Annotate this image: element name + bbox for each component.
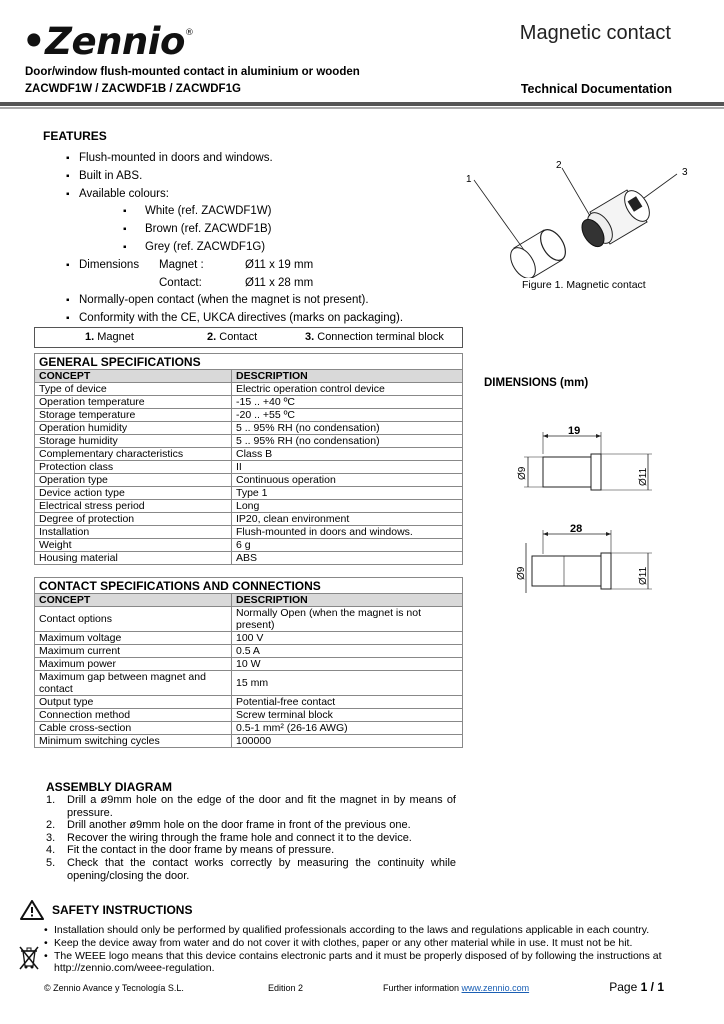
description-cell: Normally Open (when the magnet is not present) [232,607,463,632]
concept-cell: Housing material [35,552,232,565]
feature-item: ▪ Available colours: [66,186,403,204]
contact-dim-value: Ø11 x 28 mm [245,276,314,289]
concept-cell: Maximum power [35,658,232,671]
description-cell: Type 1 [232,487,463,500]
legend-magnet: 1. Magnet [85,331,134,343]
assembly-step: 4. Fit the contact in the door frame by means of pressure. [46,844,335,857]
description-cell: Long [232,500,463,513]
safety-item: • Keep the device away from water and do not cover it with clothes, paper or any other material while in use. It must not be hit. [44,937,704,950]
contact-specifications-table [34,577,463,748]
document-title: Magnetic contact [519,22,671,44]
table-row [35,696,463,709]
concept-cell: Output type [35,696,232,709]
table-row [35,671,463,696]
description-cell: 5 .. 95% RH (no condensation) [232,422,463,435]
magnet-length-label: 19 [568,425,581,437]
table-row [35,474,463,487]
assembly-step: 1. Drill a ø9mm hole on the edge of the door and fit the magnet in by means of pressure. [46,794,456,819]
magnet-drawing [506,225,571,278]
magnet-outer-dia: Ø11 [638,467,649,486]
concept-cell: Storage temperature [35,409,232,422]
concept-cell: Degree of protection [35,513,232,526]
header-divider-light [0,107,724,109]
concept-cell: Operation temperature [35,396,232,409]
table-row [35,487,463,500]
description-cell: 100 V [232,632,463,645]
document-type: Technical Documentation [520,82,672,96]
table-row [35,500,463,513]
assembly-step: 5. Check that the contact works correctly by measuring the continuity while opening/closing the door. [46,856,456,882]
concept-cell: Protection class [35,461,232,474]
concept-cell: Device action type [35,487,232,500]
colour-item: ▪ White (ref. ZACWDF1W) [66,203,403,221]
table-row [35,722,463,735]
magnet-dimension-drawing [488,422,668,500]
magnetic-contact-illustration [462,160,702,278]
table-row [35,539,463,552]
footer-copyright: © Zennio Avance y Tecnología S.L. [44,983,184,993]
figure-legend [34,327,463,348]
column-header: CONCEPT [35,594,232,607]
colour-item: ▪ Grey (ref. ZACWDF1G) [66,239,403,257]
table-row [35,435,463,448]
legend-terminal-block: 3. Connection terminal block [305,331,444,343]
magnet-inner-dia: Ø9 [517,466,528,480]
product-models: ZACWDF1W / ZACWDF1B / ZACWDF1G [25,83,241,95]
table-row [35,645,463,658]
description-cell: 0.5-1 mm² (26-16 AWG) [232,722,463,735]
description-cell: Screw terminal block [232,709,463,722]
concept-cell: Type of device [35,383,232,396]
description-cell: 5 .. 95% RH (no condensation) [232,435,463,448]
description-cell: 100000 [232,735,463,748]
feature-item: ▪ Normally-open contact (when the magnet is not present). [66,292,403,310]
safety-item: • The WEEE logo means that this device contains electronic parts and it must be properly disposed of by following the instructions at http://zennio.com/weee-regulation. [44,950,704,976]
table-row [35,383,463,396]
table-row [35,461,463,474]
feature-item: ▪ Built in ABS. [66,168,403,186]
page-number: Page 1 / 1 [609,980,664,994]
table-row [35,448,463,461]
assembly-heading: ASSEMBLY DIAGRAM [46,780,173,794]
description-cell: Electric operation control device [232,383,463,396]
table-row [35,409,463,422]
header-divider [0,102,724,106]
table-row [35,422,463,435]
description-cell: 6 g [232,539,463,552]
safety-list [44,924,704,975]
logo-registered-mark: ® [184,28,194,38]
description-cell: Potential-free contact [232,696,463,709]
safety-heading: SAFETY INSTRUCTIONS [52,903,193,917]
concept-cell: Maximum current [35,645,232,658]
table-row [35,526,463,539]
concept-cell: Electrical stress period [35,500,232,513]
description-cell: IP20, clean environment [232,513,463,526]
contact-length-label: 28 [570,523,583,535]
callout-1: 1 [466,174,472,185]
concept-cell: Cable cross-section [35,722,232,735]
concept-cell: Minimum switching cycles [35,735,232,748]
concept-cell: Weight [35,539,232,552]
concept-cell: Connection method [35,709,232,722]
assembly-step: 3. Recover the wiring through the frame hole and connect it to the device. [46,831,412,844]
concept-cell: Installation [35,526,232,539]
concept-cell: Complementary characteristics [35,448,232,461]
footer-website-link[interactable]: www.zennio.com [461,983,530,993]
colour-item: ▪ Brown (ref. ZACWDF1B) [66,221,403,239]
description-cell: 0.5 A [232,645,463,658]
warning-icon [20,900,44,920]
concept-cell: Contact options [35,607,232,632]
legend-contact: 2. Contact [207,331,258,343]
logo-text: Zennio [45,20,185,63]
description-cell: Class B [232,448,463,461]
table-row [35,658,463,671]
footer-edition: Edition 2 [268,983,304,993]
concept-cell: Operation type [35,474,232,487]
general-specifications-table [34,353,463,565]
column-header: DESCRIPTION [232,594,463,607]
description-cell: -15 .. +40 ºC [232,396,463,409]
weee-bin-icon [18,945,40,971]
concept-cell: Storage humidity [35,435,232,448]
contact-inner-dia: Ø9 [516,566,527,580]
description-cell: II [232,461,463,474]
contact-dimension-drawing [488,518,668,598]
callout-3: 3 [682,167,688,178]
feature-dimensions-contact [66,275,403,293]
callout-2: 2 [556,160,562,171]
general-specs-title: GENERAL SPECIFICATIONS [35,354,463,370]
features-list [66,150,403,328]
table-row [35,396,463,409]
table-row [35,709,463,722]
table-row [35,552,463,565]
contact-dim-label: Contact: [159,276,202,289]
contact-specs-title: CONTACT SPECIFICATIONS AND CONNECTIONS [35,578,463,594]
description-cell: Continuous operation [232,474,463,487]
column-header: DESCRIPTION [232,370,463,383]
description-cell: 15 mm [232,671,463,696]
feature-item: ▪ Conformity with the CE, UKCA directives (marks on packaging). [66,310,403,328]
column-header: CONCEPT [35,370,232,383]
description-cell: -20 .. +55 ºC [232,409,463,422]
assembly-steps [46,794,456,882]
feature-item: ▪ Flush-mounted in doors and windows. [66,150,403,168]
features-heading: FEATURES [43,129,107,143]
dimensions-heading: DIMENSIONS (mm) [484,377,589,389]
description-cell: Flush-mounted in doors and windows. [232,526,463,539]
table-row [35,735,463,748]
table-row [35,513,463,526]
magnet-dim-label: Magnet : [159,258,204,271]
dimensions-label: Dimensions [79,258,140,271]
concept-cell: Operation humidity [35,422,232,435]
description-cell: 10 W [232,658,463,671]
figure-caption: Figure 1. Magnetic contact [522,279,646,291]
safety-item: • Installation should only be performed by qualified professionals according to the laws and regulations applicable in each country. [44,924,704,937]
concept-cell: Maximum voltage [35,632,232,645]
assembly-step: 2. Drill another ø9mm hole on the door frame in front of the previous one. [46,819,411,832]
feature-dimensions [66,257,403,275]
table-row [35,632,463,645]
description-cell: ABS [232,552,463,565]
footer-more-info: Further information www.zennio.com [383,983,530,993]
concept-cell: Maximum gap between magnet and contact [35,671,232,696]
contact-drawing [577,186,654,250]
zennio-logo: •Zennio® [22,20,194,63]
magnet-dim-value: Ø11 x 19 mm [245,258,314,271]
product-subtitle: Door/window flush-mounted contact in aluminium or wooden [25,66,360,78]
table-row [35,607,463,632]
contact-outer-dia: Ø11 [638,566,649,585]
